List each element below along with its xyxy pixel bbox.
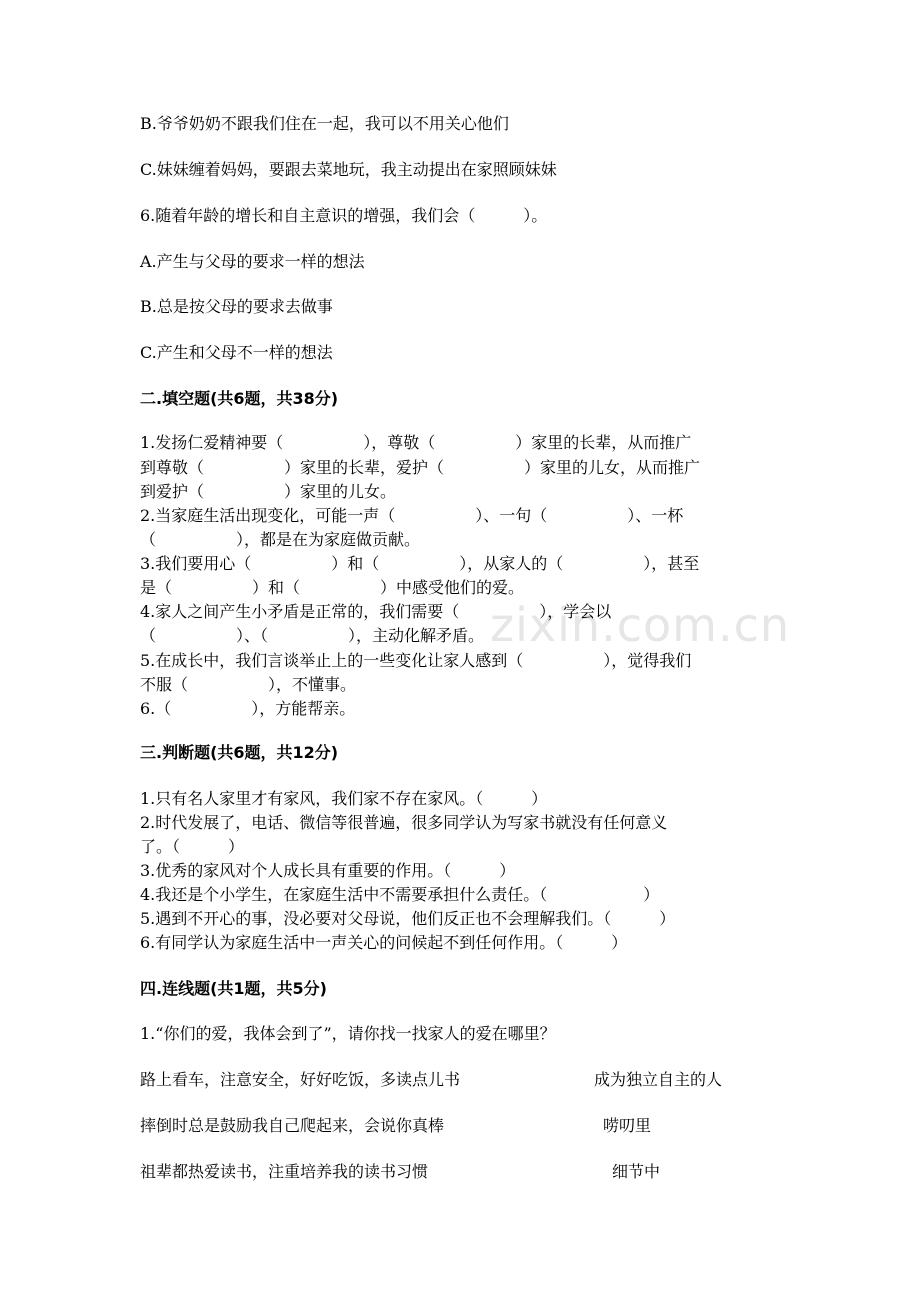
section2-line: 2.当家庭生活出现变化，可能一声（ ）、一句（ ）、一杯 — [140, 506, 684, 525]
section2-line: 5.在成长中，我们言谈举止上的一些变化让家人感到（ ），觉得我们 — [140, 651, 692, 670]
section2-line: 3.我们要用心（ ）和（ ），从家人的（ ），甚至 — [140, 554, 700, 573]
match-left-item: 祖辈都热爱读书，注重培养我的读书习惯 — [140, 1162, 429, 1181]
section4-title: 四.连线题(共1题，共5分) — [140, 979, 327, 998]
match-left-item: 路上看车，注意安全，好好吃饭，多读点儿书 — [140, 1070, 461, 1089]
section3-line: 6.有同学认为家庭生活中一声关心的问候起不到任何作用。（ ） — [140, 933, 628, 952]
section2-line: 6.（ ），方能帮亲。 — [140, 699, 356, 718]
section2-line: 4.家人之间产生小矛盾是正常的，我们需要（ ），学会以 — [140, 602, 612, 621]
section3-title: 三.判断题(共6题，共12分) — [140, 743, 339, 762]
section3-line: 2.时代发展了，电话、微信等很普遍，很多同学认为写家书就没有任何意义 — [140, 813, 668, 832]
section3-line: 1.只有名人家里才有家风，我们家不存在家风。（ ） — [140, 789, 548, 808]
q5-option-b: B.爷爷奶奶不跟我们住在一起，我可以不用关心他们 — [140, 114, 509, 133]
section2-line: （ ），都是在为家庭做贡献。 — [140, 530, 421, 549]
q6-option-b: B.总是按父母的要求去做事 — [140, 297, 333, 316]
section3-line: 3.优秀的家风对个人成长具有重要的作用。（ ） — [140, 861, 516, 880]
section3-line: 5.遇到不开心的事，没必要对父母说，他们反正也不会理解我们。（ ） — [140, 909, 676, 928]
match-right-item: 成为独立自主的人 — [594, 1070, 723, 1089]
section3-line: 4.我还是个小学生，在家庭生活中不需要承担什么责任。（ ） — [140, 885, 660, 904]
section2-line: 到爱护（ ）家里的儿女。 — [140, 482, 397, 501]
section2-title: 二.填空题(共6题，共38分) — [140, 389, 339, 408]
q6-option-c: C.产生和父母不一样的想法 — [140, 343, 333, 362]
section2-line: 是（ ）和（ ）中感受他们的爱。 — [140, 578, 525, 597]
q6-stem: 6.随着年龄的增长和自主意识的增强，我们会（ ）。 — [140, 206, 548, 225]
q6-option-a: A.产生与父母的要求一样的想法 — [140, 252, 365, 271]
match-right-item: 细节中 — [612, 1162, 661, 1181]
section2-line: 1.发扬仁爱精神要（ ），尊敬（ ）家里的长辈，从而推广 — [140, 433, 692, 452]
section2-line: （ ）、（ ），主动化解矛盾。 — [140, 626, 485, 645]
section2-line: 不服（ ），不懂事。 — [140, 675, 357, 694]
section4-question: 1.“你们的爱，我体会到了”，请你找一找家人的爱在哪里？ — [140, 1024, 556, 1043]
watermark: zixin.com.cn — [490, 598, 791, 652]
section3-line: 了。（ ） — [140, 837, 245, 856]
match-right-item: 唠叨里 — [603, 1116, 652, 1135]
section2-line: 到尊敬（ ）家里的长辈，爱护（ ）家里的儿女，从而推广 — [140, 458, 701, 477]
q5-option-c: C.妹妹缠着妈妈，要跟去菜地玩，我主动提出在家照顾妹妹 — [140, 160, 557, 179]
match-left-item: 摔倒时总是鼓励我自己爬起来，会说你真棒 — [140, 1116, 445, 1135]
